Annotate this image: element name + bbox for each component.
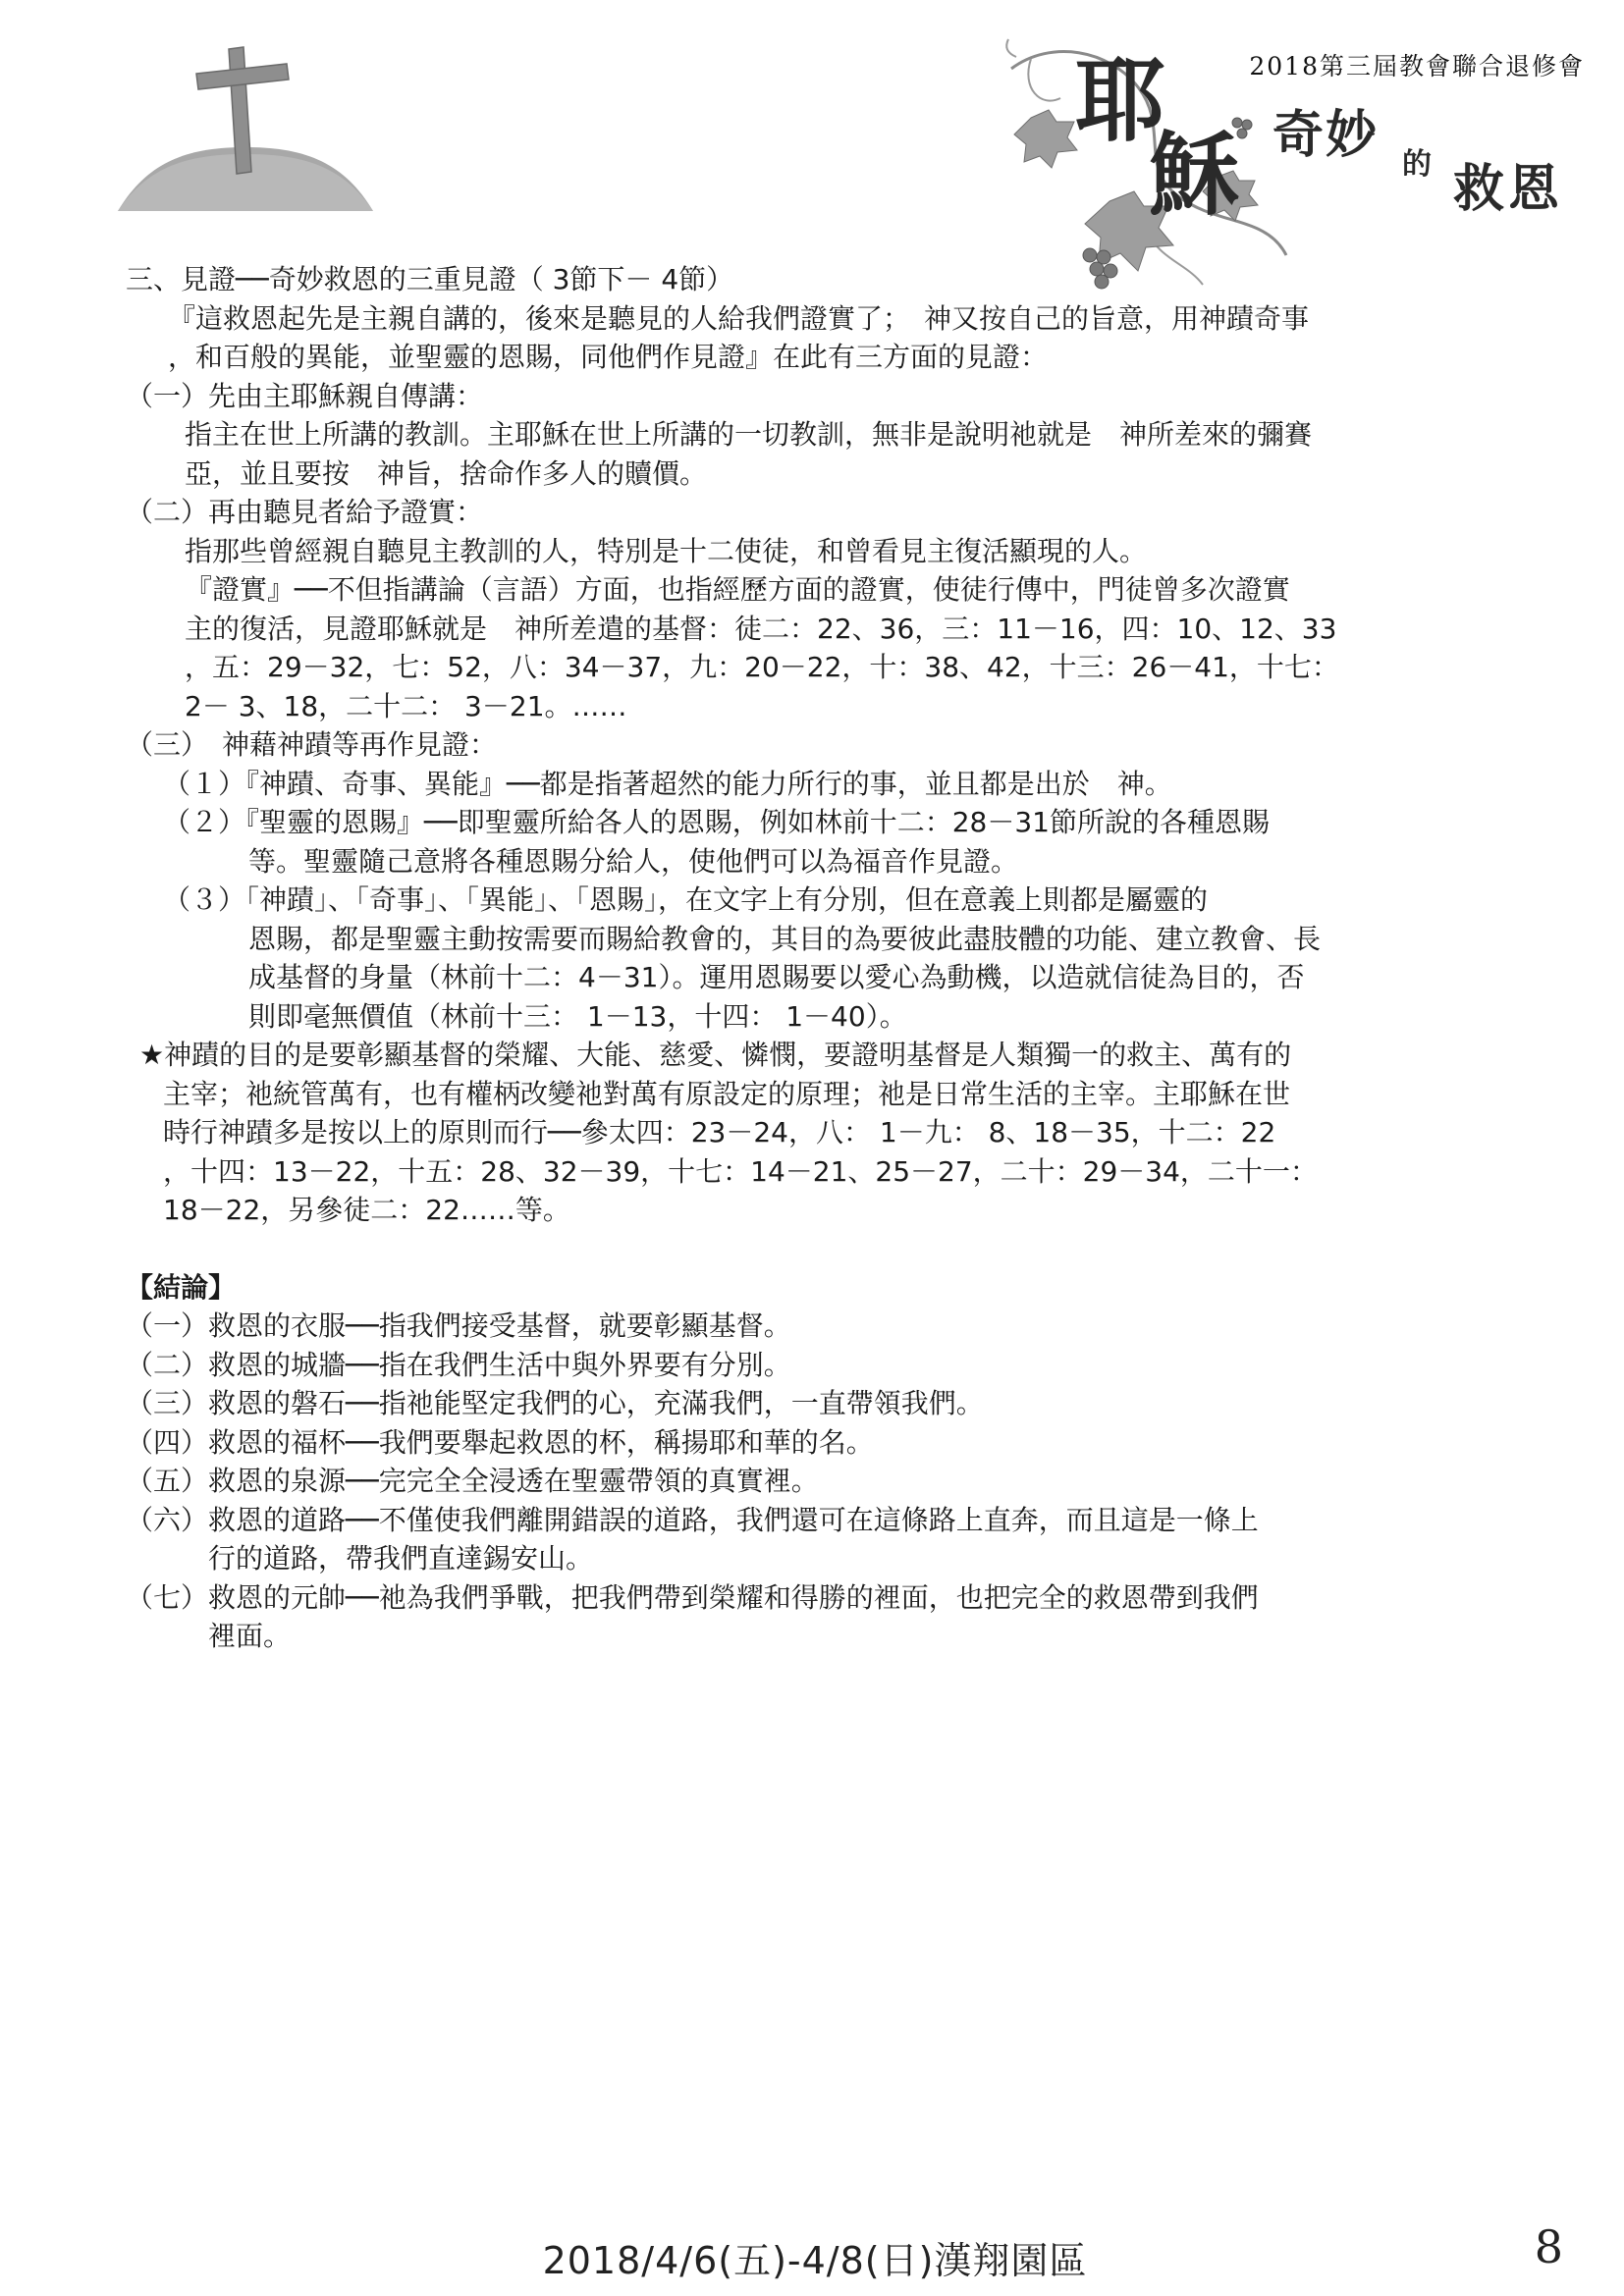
sub-point-continuation: 則即毫無價值（林前十三： 1－13，十四： 1－40）。 xyxy=(248,999,907,1033)
star-note-continuation: 主宰；祂統管萬有，也有權柄改變祂對萬有原設定的原理；祂是日常生活的主宰。主耶穌在世 xyxy=(163,1077,1291,1110)
page-number: 8 xyxy=(1534,2220,1563,2273)
conclusion-item: （六）救恩的道路──不僅使我們離開錯誤的道路，我們還可在這條路上直奔，而且這是一條上 xyxy=(126,1503,1259,1536)
point-heading-1: （一）先由主耶穌親自傳講： xyxy=(126,379,484,412)
title-word-de: 的 xyxy=(1402,147,1432,182)
conclusion-heading: 【結論】 xyxy=(126,1270,237,1304)
sub-point-3: （３）「神蹟」、「奇事」、「異能」、「恩賜」，在文字上有分別，但在意義上則都是屬靈的 xyxy=(163,883,1209,916)
title-character-ye: 耶 xyxy=(1075,48,1166,154)
paragraph-line: 『證實』──不但指講論（言語）方面，也指經歷方面的證實，使徒行傳中，門徒曾多次證實 xyxy=(185,573,1290,606)
title-character-su: 穌 xyxy=(1149,122,1240,228)
paragraph-line: 2－ 3、18，二十二： 3－21。…… xyxy=(185,689,627,722)
paragraph-line: 指那些曾經親自聽見主教訓的人，特別是十二使徒，和曾看見主復活顯現的人。 xyxy=(185,534,1148,567)
main-content xyxy=(126,260,1530,1656)
title-word-qimiao: 奇妙 xyxy=(1272,105,1380,165)
quote-line: 『這救恩起先是主親自講的，後來是聽見的人給我們證實了； 神又按自己的旨意，用神蹟奇事 xyxy=(168,301,1310,335)
conclusion-item: （二）救恩的城牆──指在我們生活中與外界要有分別。 xyxy=(126,1348,791,1381)
section-heading: 三、見證──奇妙救恩的三重見證（ 3節下－ 4節） xyxy=(126,263,734,295)
sub-point-continuation: 等。聖靈隨己意將各種恩賜分給人，使他們可以為福音作見證。 xyxy=(248,844,1019,878)
paragraph-gap xyxy=(126,1230,1530,1268)
paragraph-line: 亞，並且要按 神旨，捨命作多人的贖價。 xyxy=(185,456,708,490)
footer-date-venue: 2018/4/6(五)-4/8(日)漢翔園區 xyxy=(542,2239,1088,2282)
star-note-continuation: 18－22，另參徒二：22……等。 xyxy=(163,1194,570,1226)
star-note-continuation: ，十四：13－22，十五：28、32－39，十七：14－21、25－27，二十：29－34，二十一： xyxy=(163,1154,1318,1188)
conclusion-item: （五）救恩的泉源──完完全全浸透在聖靈帶領的真實裡。 xyxy=(126,1465,819,1497)
sub-point-1: （１）『神蹟、奇事、異能』──都是指著超然的能力所行的事，並且都是出於 神。 xyxy=(163,767,1172,800)
conclusion-item: （一）救恩的衣服──指我們接受基督，就要彰顯基督。 xyxy=(126,1309,791,1342)
conclusion-item: （四）救恩的福杯──我們要舉起救恩的杯，稱揚耶和華的名。 xyxy=(126,1425,874,1459)
sub-point-continuation: 恩賜，都是聖靈主動按需要而賜給教會的，其目的為要彼此盡肢體的功能、建立教會、長 xyxy=(248,922,1322,955)
sub-point-2: （２）『聖靈的恩賜』──即聖靈所給各人的恩賜，例如林前十二：28－31節所說的各種恩賜 xyxy=(163,806,1270,838)
star-note: ★神蹟的目的是要彰顯基督的榮耀、大能、慈愛、憐憫，要證明基督是人類獨一的救主、萬有的 xyxy=(139,1039,1292,1071)
paragraph-line: 主的復活，見證耶穌就是 神所差遣的基督：徒二：22、36，三：11－16，四：10、12、33 xyxy=(185,612,1337,645)
point-heading-3: （三） 神藉神蹟等再作見證： xyxy=(126,728,498,761)
star-note-continuation: 時行神蹟多是按以上的原則而行──參太四：23－24，八： 1－九： 8、18－35，十二：22 xyxy=(163,1116,1276,1148)
title-word-jiuen: 救恩 xyxy=(1453,159,1564,219)
event-header: 2018第三屆教會聯合退修會 xyxy=(1249,52,1585,80)
sub-point-continuation: 成基督的身量（林前十二：4－31）。運用恩賜要以愛心為動機，以造就信徒為目的，否 xyxy=(248,961,1305,993)
conclusion-item-continuation: 裡面。 xyxy=(208,1620,292,1652)
conclusion-item: （七）救恩的元帥──祂為我們爭戰，把我們帶到榮耀和得勝的裡面，也把完全的救恩帶到我們 xyxy=(126,1580,1259,1614)
conclusion-item: （三）救恩的磐石──指祂能堅定我們的心，充滿我們，一直帶領我們。 xyxy=(126,1387,984,1419)
point-heading-2: （二）再由聽見者給予證實： xyxy=(126,496,484,528)
quote-line: ，和百般的異能，並聖靈的恩賜，同他們作見證』在此有三方面的見證： xyxy=(168,341,1049,373)
paragraph-line: 指主在世上所講的教訓。主耶穌在世上所講的一切教訓，無非是說明祂就是 神所差來的彌賽 xyxy=(185,418,1313,451)
paragraph-line: ，五：29－32，七：52，八：34－37，九：20－22，十：38、42，十三：26－41，十七： xyxy=(185,651,1339,683)
cross-on-hill-illustration xyxy=(118,44,373,216)
conclusion-item-continuation: 行的道路，帶我們直達錫安山。 xyxy=(208,1542,594,1575)
